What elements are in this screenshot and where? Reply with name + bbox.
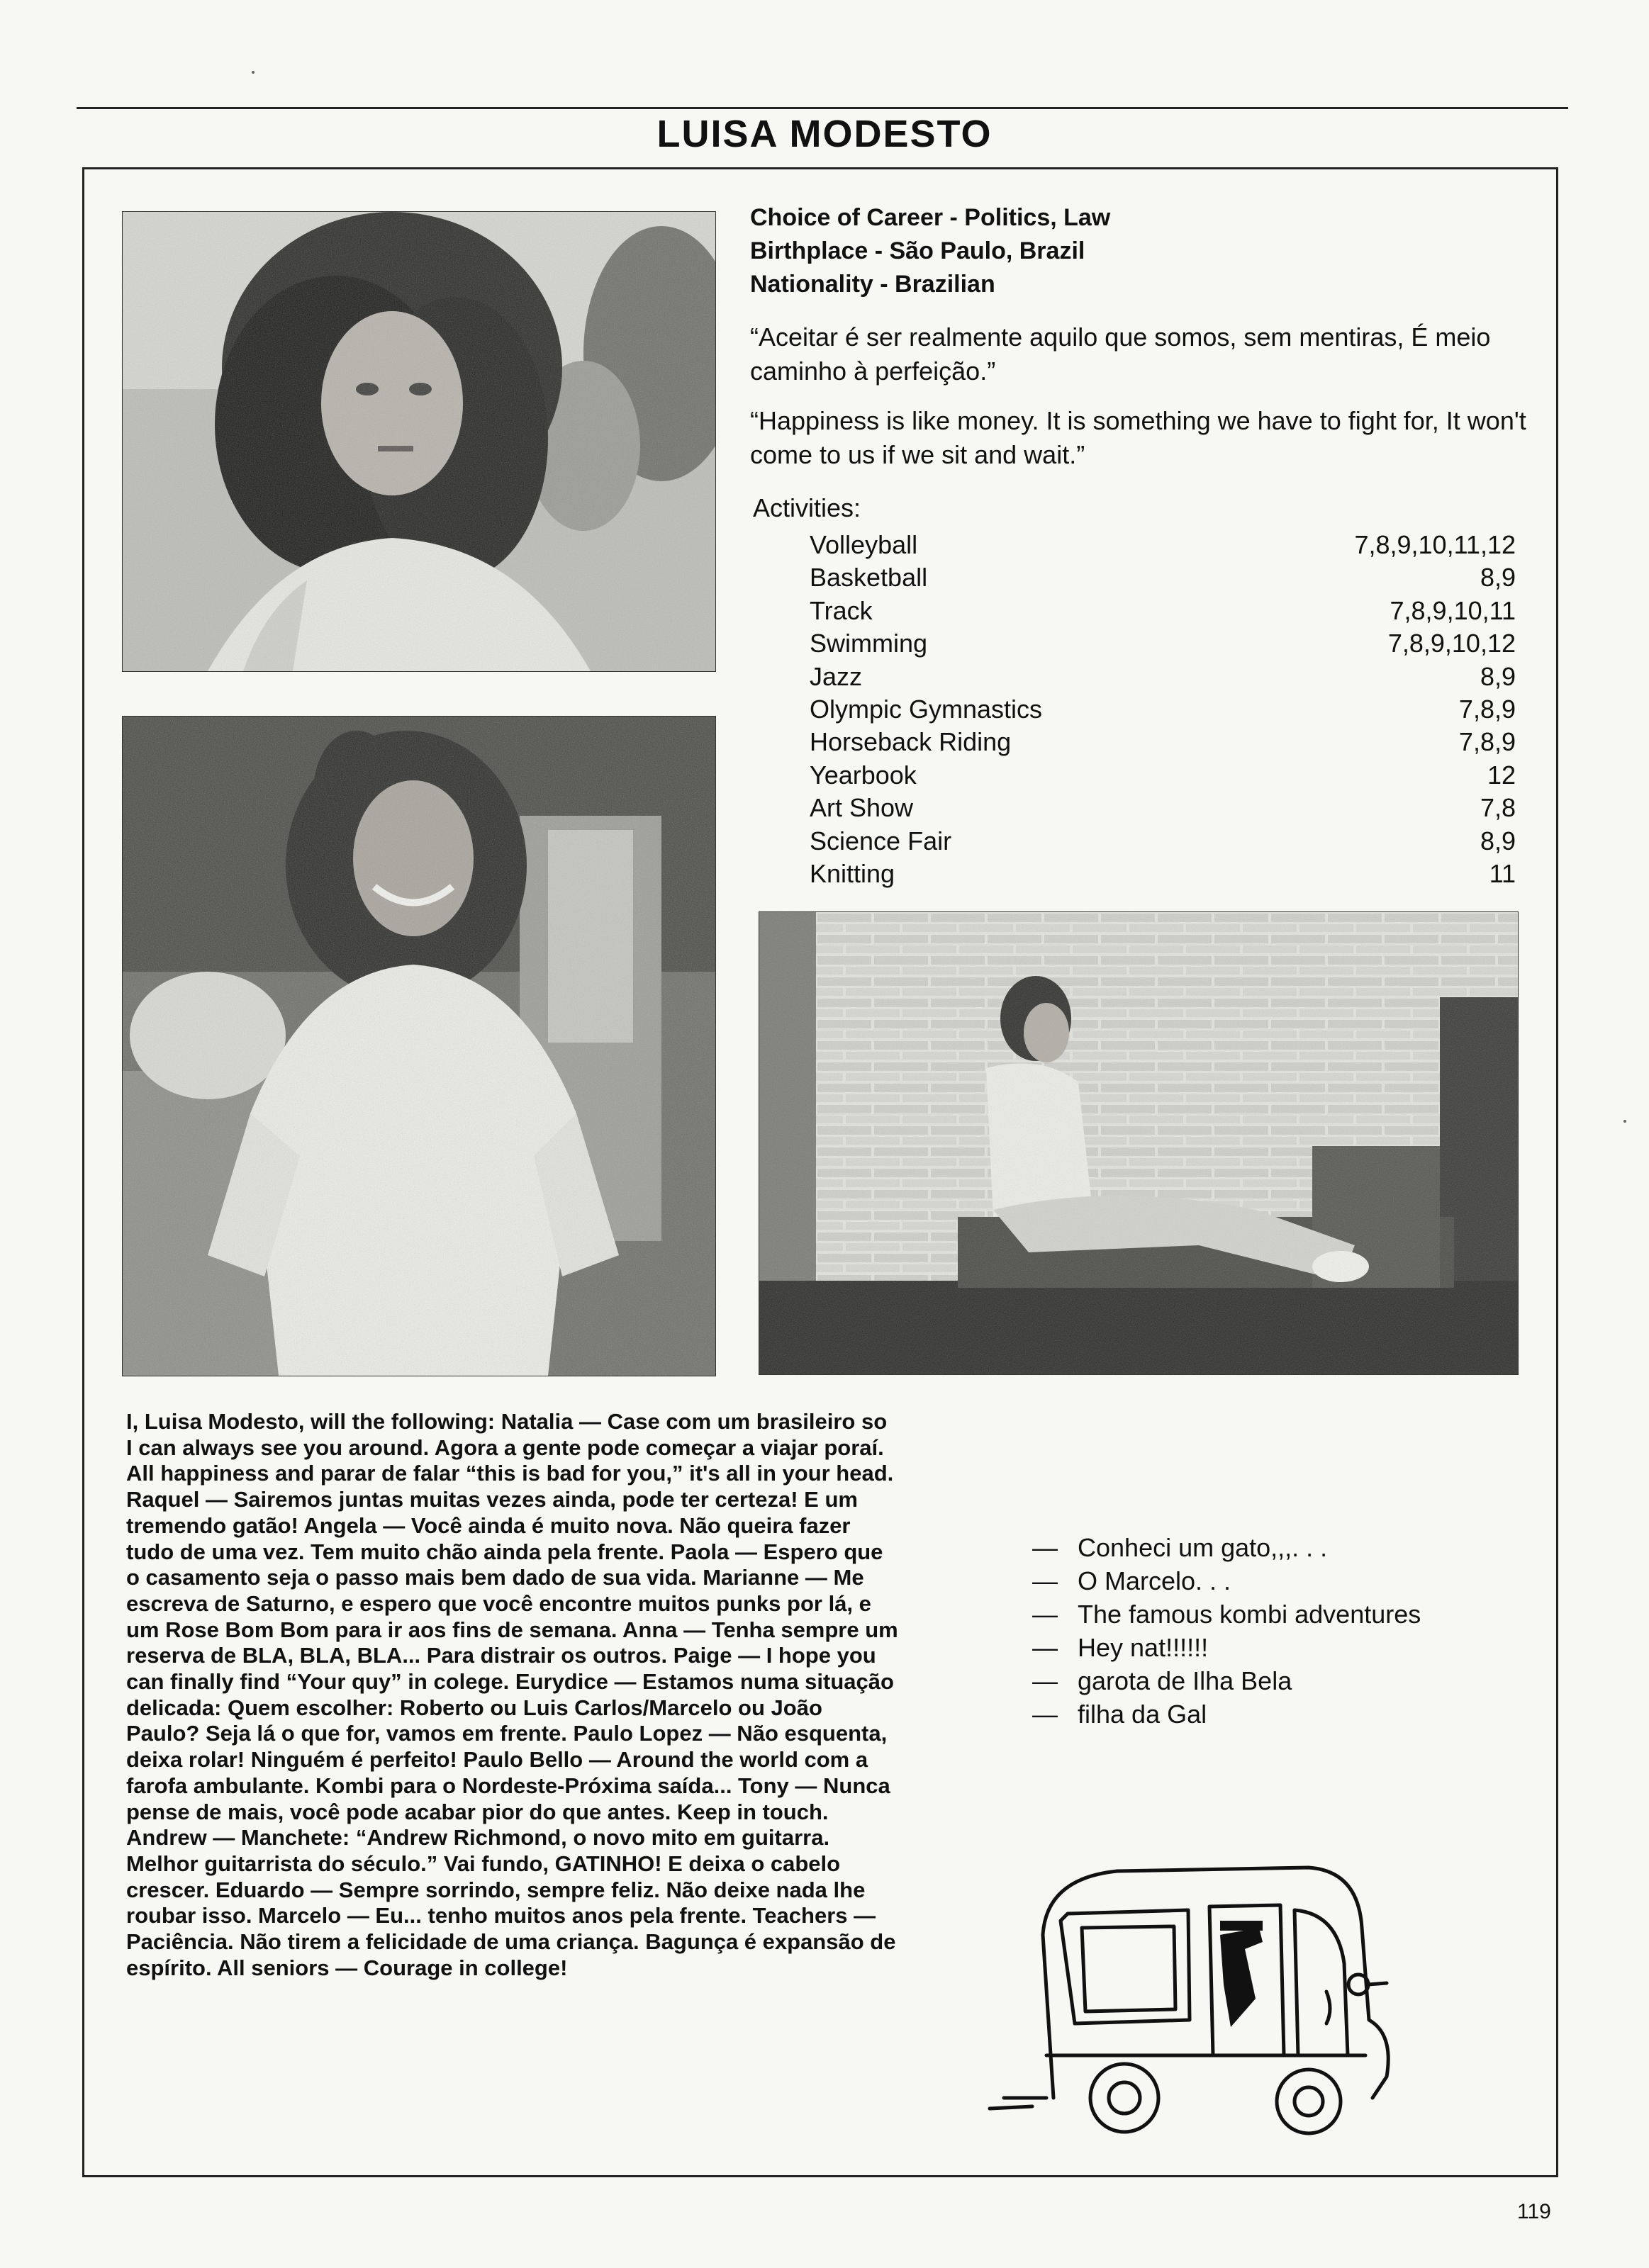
activity-grades: 7,8,9,10,11,12 bbox=[1354, 530, 1516, 559]
activity-row bbox=[810, 627, 1516, 660]
activity-row bbox=[810, 561, 1516, 594]
activity-grades: 8,9 bbox=[1480, 826, 1516, 855]
activity-row bbox=[810, 529, 1516, 561]
activity-grades: 8,9 bbox=[1480, 661, 1516, 691]
notes-list bbox=[1032, 1531, 1543, 1731]
nationality-line: Nationality - Brazilian bbox=[750, 271, 995, 298]
activity-row bbox=[810, 759, 1516, 792]
standing-photo bbox=[122, 716, 716, 1376]
note-text: Hey nat!!!!!! bbox=[1078, 1633, 1209, 1662]
english-quote: “Happiness is like money. It is something we have to fight for, It won't come to us if we sit and wait.” bbox=[750, 406, 1526, 469]
activities-list bbox=[810, 529, 1516, 890]
activity-row bbox=[810, 726, 1516, 758]
portrait-photo bbox=[122, 211, 716, 672]
activity-grades: 12 bbox=[1487, 760, 1516, 790]
activity-name: Horseback Riding bbox=[810, 727, 1012, 757]
note-text: The famous kombi adventures bbox=[1078, 1600, 1421, 1629]
note-dash: — bbox=[1032, 1600, 1058, 1629]
note-text: O Marcelo. . . bbox=[1078, 1566, 1231, 1595]
note-dash: — bbox=[1032, 1700, 1058, 1729]
page-title: LUISA MODESTO bbox=[656, 113, 993, 155]
birthplace-line: Birthplace - São Paulo, Brazil bbox=[750, 237, 1085, 264]
kombi-van-drawing bbox=[976, 1843, 1415, 2155]
activity-row bbox=[810, 595, 1516, 627]
activity-name: Basketball bbox=[810, 563, 928, 593]
note-item bbox=[1032, 1697, 1543, 1731]
note-text: Conheci um gato,,,. . . bbox=[1078, 1533, 1328, 1562]
activity-grades: 11 bbox=[1489, 858, 1516, 888]
activity-name: Track bbox=[810, 595, 873, 625]
activity-row bbox=[810, 825, 1516, 858]
activity-row bbox=[810, 693, 1516, 726]
senior-will-text: I, Luisa Modesto, will the following: Natalia — Case com um brasileiro so I can always see you around. Agora a gente pode começar a viajar poraí. All happiness and parar de falar “this is bad for you,” it's all in your head. Raquel — Sairemos juntas muitas vezes ainda, pode ter certeza! E um tremendo gatão! Angela — Você ainda é muito nova. Não queira fazer tudo de uma vez. Tem muito chão ainda pela frente. Paola — Espero que o casamento seja o passo mais bem dado de sua vida. Marianne — Me escreva de Saturno, e espero que você encontre muitos punks por lá, e um Rose Bom Bom para ir aos fins de semana. Anna — Tenha sempre um reserva de BLA, BLA, BLA... Para distrair os outros. Paige — I hope you can finally find “Your quy” in colege. Eurydice — Estamos numa situação delicada: Quem escolher: Roberto ou Luis Carlos/Marcelo ou João Paulo? Seja lá o que for, vamos em frente. Paulo Lopez — Não esquenta, deixa rolar! Ninguém é perfeito! Paulo Bello — Around the world com a farofa ambulante. Kombi para o Nordeste-Próxima saída... Tony — Nunca pense de mais, você pode acabar pior do que antes. Keep in touch. Andrew — Manchete: “Andrew Richmond, o novo mito em guitarra. Melhor guitarrista do século.” Vai fundo, GATINHO! E deixa o cabelo crescer. Eduardo — Sempre sorrindo, sempre feliz. Não deixe nada lhe roubar isso. Marcelo — Eu... tenho muitos anos pela frente. Teachers — Paciência. Não tirem a felicidade de uma criança. Bagunça é expansão de espírito. All seniors — Courage in college! bbox=[126, 1409, 898, 1980]
activity-name: Art Show bbox=[810, 793, 914, 823]
brick-wall-photo bbox=[759, 911, 1519, 1375]
activities-label: Activities: bbox=[753, 493, 861, 522]
note-dash: — bbox=[1032, 1566, 1058, 1595]
activity-row bbox=[810, 858, 1516, 890]
activity-name: Jazz bbox=[810, 661, 863, 691]
note-item bbox=[1032, 1664, 1543, 1697]
profile-facts bbox=[750, 201, 1530, 301]
note-text: garota de Ilha Bela bbox=[1078, 1666, 1292, 1695]
activity-name: Swimming bbox=[810, 629, 928, 658]
activity-grades: 7,8 bbox=[1480, 793, 1516, 823]
note-item bbox=[1032, 1531, 1543, 1564]
page-number: 119 bbox=[1517, 2200, 1551, 2223]
note-dash: — bbox=[1032, 1633, 1058, 1662]
activity-name: Knitting bbox=[810, 858, 895, 888]
note-item bbox=[1032, 1631, 1543, 1664]
activity-name: Volleyball bbox=[810, 530, 918, 559]
career-line: Choice of Career - Politics, Law bbox=[750, 204, 1111, 231]
note-item bbox=[1032, 1564, 1543, 1598]
activity-grades: 7,8,9 bbox=[1458, 694, 1516, 724]
note-text: filha da Gal bbox=[1078, 1700, 1207, 1729]
note-dash: — bbox=[1032, 1666, 1058, 1695]
activity-row bbox=[810, 792, 1516, 824]
activity-row bbox=[810, 661, 1516, 693]
note-dash: — bbox=[1032, 1533, 1058, 1562]
activity-grades: 7,8,9,10,12 bbox=[1387, 629, 1516, 658]
portuguese-quote: “Aceitar é ser realmente aquilo que somos, sem mentiras, É meio caminho à perfeição.” bbox=[750, 322, 1491, 386]
activity-grades: 8,9 bbox=[1480, 563, 1516, 593]
activity-name: Olympic Gymnastics bbox=[810, 694, 1043, 724]
header-rule bbox=[77, 107, 1568, 109]
activity-name: Science Fair bbox=[810, 826, 952, 855]
activity-name: Yearbook bbox=[810, 760, 917, 790]
activity-grades: 7,8,9,10,11 bbox=[1390, 595, 1516, 625]
note-item bbox=[1032, 1598, 1543, 1631]
activity-grades: 7,8,9 bbox=[1458, 727, 1516, 757]
